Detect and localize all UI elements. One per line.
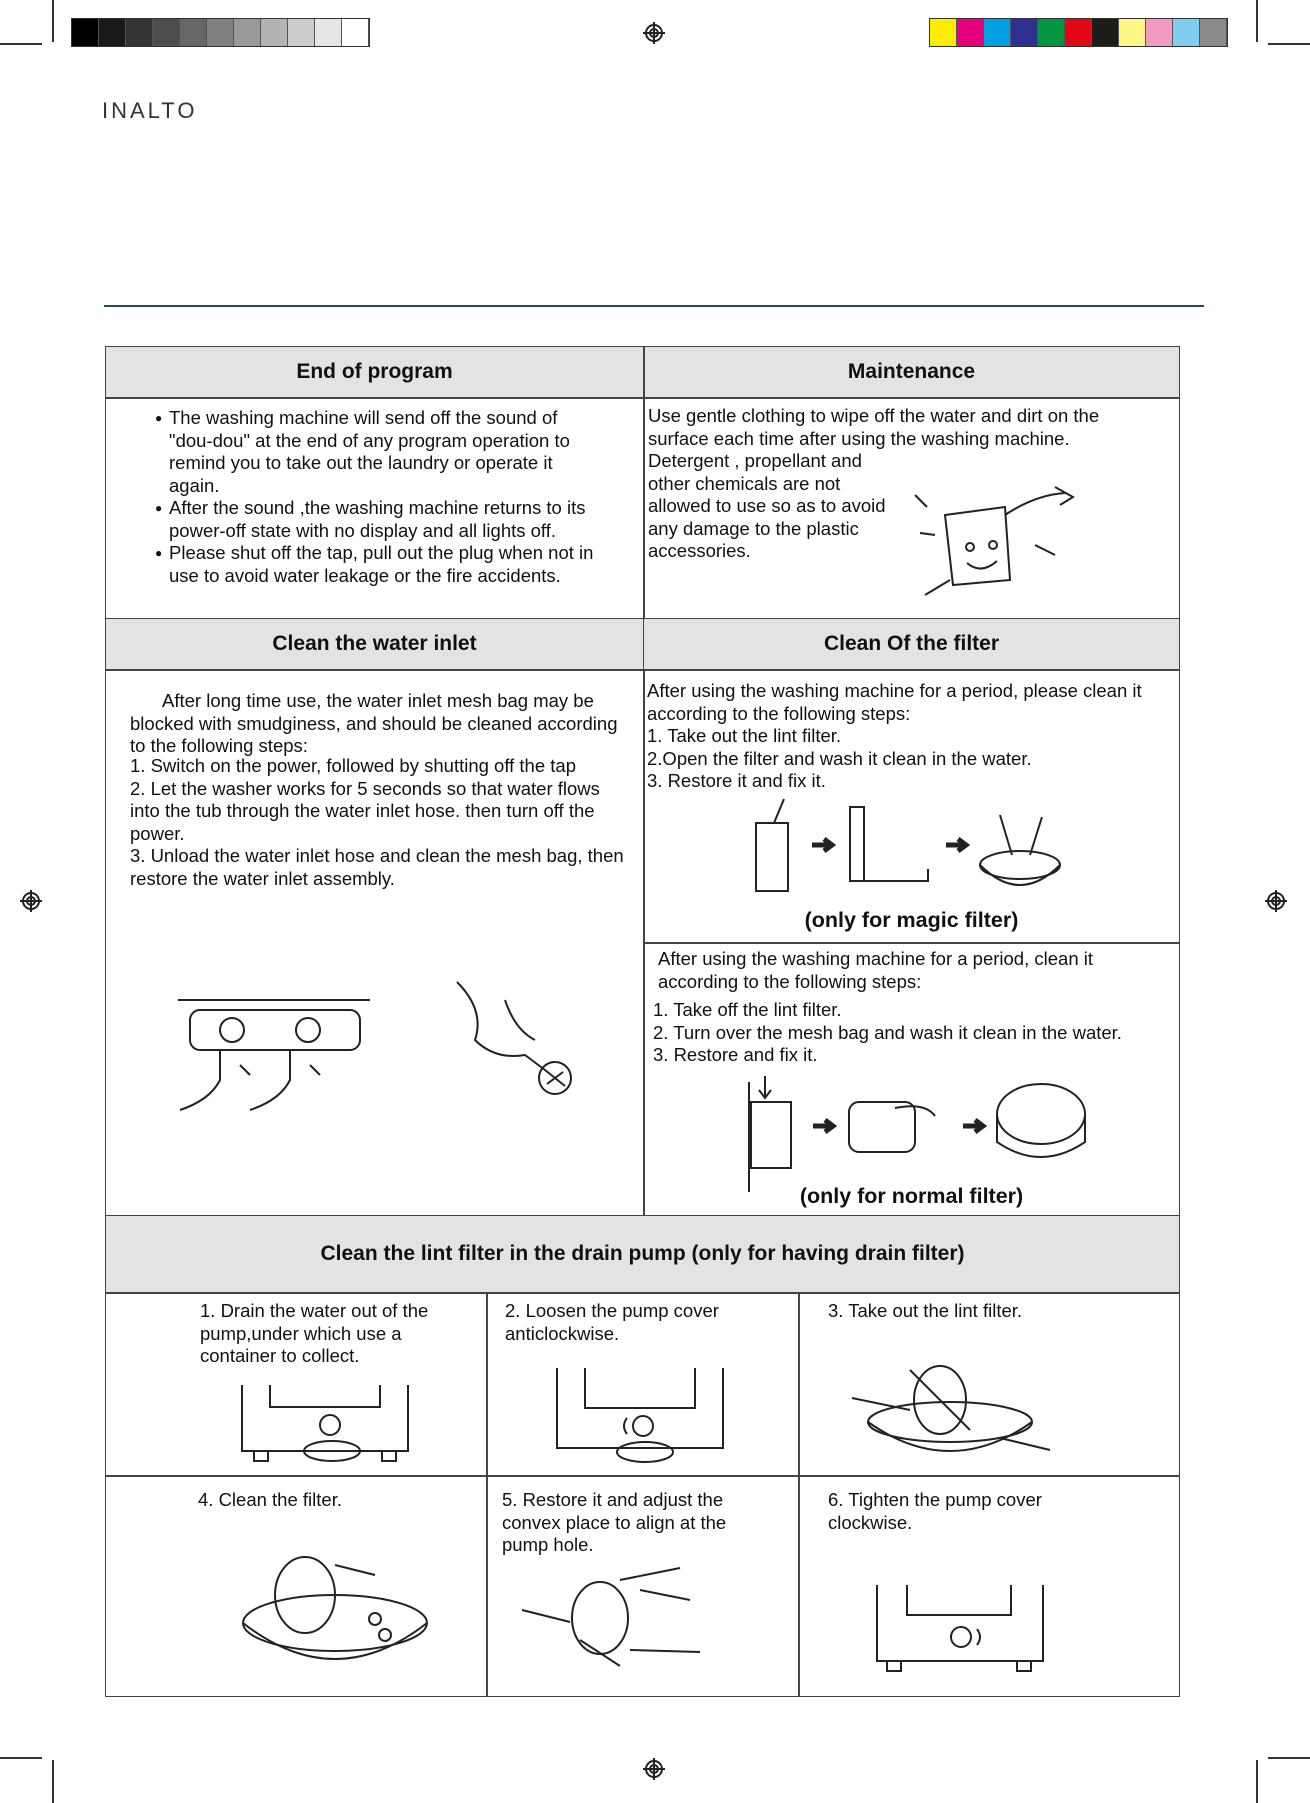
calibration-swatch xyxy=(1173,19,1200,46)
normal-filter-intro: After using the washing machine for a period, clean it according to the following steps: xyxy=(658,948,1093,992)
calibration-swatch xyxy=(1146,19,1173,46)
calibration-swatch xyxy=(180,19,207,46)
drain-step-6: 6. Tighten the pump cover clockwise. xyxy=(828,1489,1042,1533)
drain-step-1: 1. Drain the water out of the pump,under which use a container to collect. xyxy=(200,1300,429,1366)
step-item: 2. Turn over the mesh bag and wash it clean in the water. xyxy=(653,1021,1122,1043)
cleaning-mascot-illustration xyxy=(905,485,1075,605)
divider xyxy=(486,1292,488,1697)
water-inlet-intro: After long time use, the water inlet mesh bag may be blocked with smudginess, and should be cleaned according to the following steps: xyxy=(130,690,618,756)
crop-mark xyxy=(52,0,54,42)
step-item: 1. Switch on the power, followed by shutting off the tap xyxy=(130,755,576,776)
pump-cover-tighten-illustration xyxy=(875,1585,1045,1675)
step-item: 2.Open the filter and wash it clean in the water. xyxy=(647,747,1032,769)
step-item: 3. Unload the water inlet hose and clean the mesh bag, then restore the water inlet assembly. xyxy=(130,845,624,889)
normal-filter-illustration xyxy=(745,1072,1095,1192)
bullet-item: ● After the sound ,the washing machine returns to its power-off state with no display and all lights off. xyxy=(155,497,605,542)
end-of-program-text xyxy=(155,407,605,587)
magic-filter-intro: After using the washing machine for a period, please clean it according to the following steps: xyxy=(647,680,1142,724)
pump-container-illustration xyxy=(240,1385,410,1465)
crop-mark xyxy=(1256,1760,1258,1803)
step-item: 3. Restore and fix it. xyxy=(653,1044,818,1065)
calibration-swatch xyxy=(957,19,984,46)
registration-mark xyxy=(20,890,42,912)
drain-step-3: 3. Take out the lint filter. xyxy=(828,1300,1023,1321)
header-rule xyxy=(104,305,1204,307)
bullet-item: ● The washing machine will send off the sound of "dou-dou" at the end of any program operation to remind you to take out the laundry or operate it again. xyxy=(155,407,605,497)
brand-logo: INALTO xyxy=(102,98,198,123)
drain-step-4: 4. Clean the filter. xyxy=(198,1489,342,1510)
calibration-swatch xyxy=(72,19,99,46)
calibration-swatch xyxy=(1200,19,1227,46)
magic-filter-caption: (only for magic filter) xyxy=(804,908,1019,932)
calibration-swatch xyxy=(1065,19,1092,46)
calibration-swatch xyxy=(207,19,234,46)
color-calibration-bar xyxy=(929,18,1228,47)
end-of-program-header: End of program xyxy=(106,347,643,397)
divider xyxy=(105,669,1180,671)
magic-filter-illustration xyxy=(750,795,1080,900)
step-item: 3. Restore it and fix it. xyxy=(647,770,826,791)
crop-mark xyxy=(1268,1757,1310,1759)
calibration-swatch xyxy=(153,19,180,46)
clean-filter-header: Clean Of the filter xyxy=(644,619,1179,669)
divider xyxy=(105,1475,1180,1477)
calibration-swatch xyxy=(1011,19,1038,46)
calibration-swatch xyxy=(234,19,261,46)
bullet-item: ● Please shut off the tap, pull out the plug when not in use to avoid water leakage or the fire accidents. xyxy=(155,542,605,587)
crop-mark xyxy=(52,1760,54,1803)
crop-mark xyxy=(1268,43,1310,45)
drain-step-2: 2. Loosen the pump cover anticlockwise. xyxy=(505,1300,719,1344)
divider xyxy=(798,1292,800,1697)
filter-restore-illustration xyxy=(520,1560,720,1670)
calibration-swatch xyxy=(1038,19,1065,46)
calibration-swatch xyxy=(288,19,315,46)
step-item: 1. Take off the lint filter. xyxy=(653,999,842,1020)
clean-water-inlet-header: Clean the water inlet xyxy=(106,619,643,669)
water-inlet-hose-illustration xyxy=(170,990,380,1130)
crop-mark xyxy=(0,43,42,45)
divider xyxy=(643,346,645,1216)
calibration-swatch xyxy=(1119,19,1146,46)
maintenance-text-2: Detergent , propellant and other chemicals are not allowed to use so as to avoid any damage to the plastic accessories. xyxy=(648,450,886,561)
normal-filter-steps xyxy=(653,999,1178,1067)
pump-cover-loosen-illustration xyxy=(555,1368,725,1468)
drain-step-5: 5. Restore it and adjust the convex place to align at the pump hole. xyxy=(502,1489,727,1555)
gray-calibration-bar xyxy=(71,18,370,47)
filter-cleaning-illustration xyxy=(235,1535,435,1675)
crop-mark xyxy=(1256,0,1258,42)
normal-filter-caption: (only for normal filter) xyxy=(799,1184,1024,1208)
mesh-bag-hand-illustration xyxy=(455,980,595,1110)
registration-mark xyxy=(1265,890,1287,912)
crop-mark xyxy=(0,1757,42,1759)
registration-mark xyxy=(643,1758,665,1780)
registration-mark xyxy=(643,22,665,44)
calibration-swatch xyxy=(126,19,153,46)
drain-pump-header: Clean the lint filter in the drain pump (only for having drain filter) xyxy=(106,1216,1179,1292)
divider xyxy=(643,942,1180,944)
lint-filter-removal-illustration xyxy=(850,1350,1050,1470)
calibration-swatch xyxy=(930,19,957,46)
water-inlet-steps xyxy=(130,755,630,890)
calibration-swatch xyxy=(261,19,288,46)
calibration-swatch xyxy=(984,19,1011,46)
calibration-swatch xyxy=(1092,19,1119,46)
divider xyxy=(105,1292,1180,1294)
maintenance-text-1: Use gentle clothing to wipe off the water and dirt on the surface each time after using the washing machine. xyxy=(648,405,1100,449)
magic-filter-steps xyxy=(647,725,1177,793)
step-item: 2. Let the washer works for 5 seconds so that water flows into the tub through the water inlet hose. then turn off the power. xyxy=(130,777,600,844)
maintenance-header: Maintenance xyxy=(644,347,1179,397)
step-item: 1. Take out the lint filter. xyxy=(647,725,842,746)
calibration-swatch xyxy=(99,19,126,46)
calibration-swatch xyxy=(315,19,342,46)
calibration-swatch xyxy=(342,19,369,46)
